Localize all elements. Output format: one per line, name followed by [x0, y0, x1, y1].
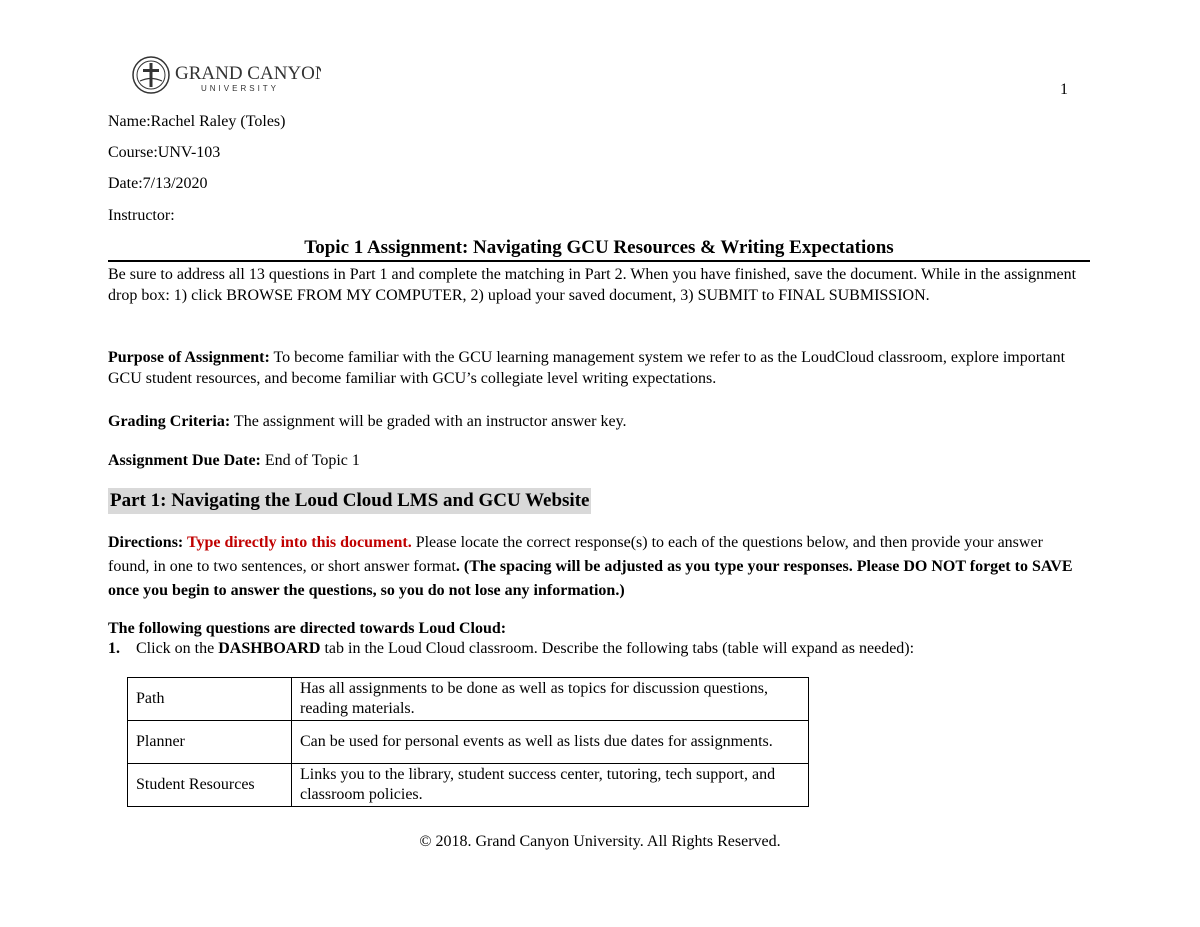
due-text: End of Topic 1 [260, 452, 360, 469]
question-pre: Click on the [136, 640, 219, 657]
dashboard-tabs-table [127, 677, 809, 807]
question-bold: DASHBOARD [218, 640, 321, 657]
question-1 [108, 639, 914, 659]
date: Date:7/13/2020 [108, 175, 208, 192]
questions-heading: The following questions are directed towards Loud Cloud: [108, 620, 507, 637]
grading-text: The assignment will be graded with an instructor answer key. [230, 413, 627, 430]
directions-bold-note: . (The spacing will be adjusted as you type your responses. Please DO NOT forget to SAVE once you begin to answer the questions, so you do not lose any information.) [108, 558, 1073, 599]
course: Course:UNV-103 [108, 144, 221, 161]
university-logo [131, 54, 321, 96]
page-number: 1 [1060, 81, 1068, 98]
tab-description-cell[interactable]: Has all assignments to be done as well as topics for discussion questions, reading materials. [292, 678, 809, 721]
directions-label: Directions: [108, 534, 184, 551]
intro-paragraph: Be sure to address all 13 questions in Part 1 and complete the matching in Part 2. When you have finished, save the document. While in the assignment drop box: 1) click BROWSE FROM MY COMPUTER, 2) upload your saved document, 3) SUBMIT to FINAL SUBMISSION. [108, 266, 1077, 304]
student-name: Name:Rachel Raley (Toles) [108, 113, 286, 130]
logo-sub: UNIVERSITY [201, 84, 280, 93]
grading-paragraph [108, 411, 1088, 432]
logo-name: GRAND CANYON [175, 63, 321, 84]
tab-name-cell: Planner [128, 721, 292, 764]
document-title: Topic 1 Assignment: Navigating GCU Resources & Writing Expectations [304, 237, 894, 258]
tab-name-cell: Path [128, 678, 292, 721]
instructor: Instructor: [108, 207, 175, 224]
tab-name-cell: Student Resources [128, 764, 292, 807]
table-row [128, 764, 809, 807]
purpose-text: To become familiar with the GCU learning management system we refer to as the LoudCloud classroom, explore important GCU student resources, and become familiar with GCU’s collegiate level writing expectations. [108, 349, 1066, 387]
grading-label: Grading Criteria: [108, 413, 231, 430]
due-date-paragraph [108, 450, 1088, 471]
tab-description-cell[interactable]: Can be used for personal events as well as lists due dates for assignments. [292, 721, 809, 764]
title-divider [108, 260, 1090, 262]
directions-text: Please locate the correct response(s) to each of the questions below, and then provide your answer found, in one to two sentences, or short answer format [108, 534, 1043, 575]
table-row [128, 678, 809, 721]
purpose-label: Purpose of Assignment: [108, 349, 270, 366]
part1-heading: Part 1: Navigating the Loud Cloud LMS and GCU Website [108, 488, 591, 514]
directions-paragraph [108, 531, 1088, 603]
question-number: 1. [108, 640, 120, 657]
table-row [128, 721, 809, 764]
due-label: Assignment Due Date: [108, 452, 261, 469]
copyright-footer: © 2018. Grand Canyon University. All Rights Reserved. [419, 833, 781, 850]
purpose-paragraph [108, 347, 1088, 389]
tab-description-cell[interactable]: Links you to the library, student success center, tutoring, tech support, and classroom policies. [292, 764, 809, 807]
directions-highlight: Type directly into this document. [183, 534, 412, 551]
university-seal-icon [131, 54, 321, 96]
question-post: tab in the Loud Cloud classroom. Describe the following tabs (table will expand as needed): [320, 640, 915, 657]
